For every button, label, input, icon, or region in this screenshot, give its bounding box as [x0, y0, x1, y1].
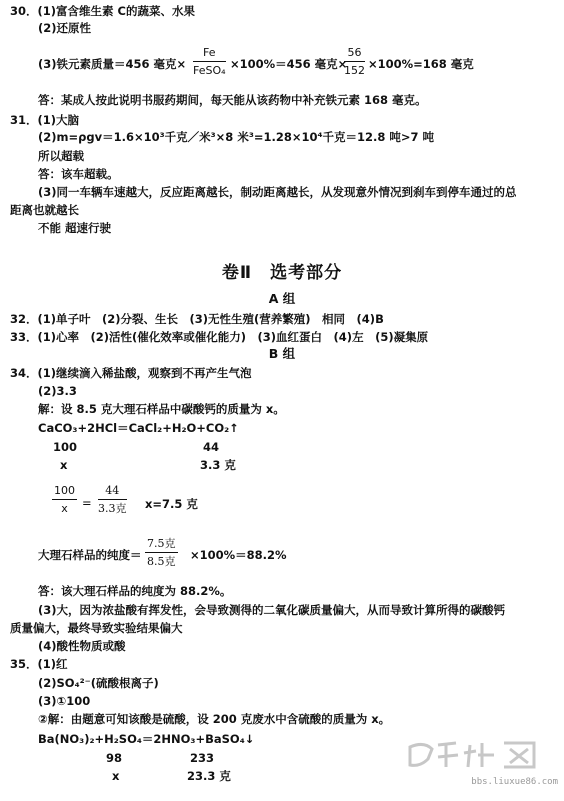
- q34-purity-fraction: [145, 537, 178, 569]
- watermark-url: bbs.liuxue86.com: [471, 777, 558, 787]
- group-a-label: A 组: [268, 291, 296, 306]
- q34-answer: 答：该大理石样品的纯度为 88.2%。: [38, 584, 232, 598]
- q35-ratio-right-top: 233: [190, 751, 215, 765]
- q31-part3-line1: (3)同一车辆车速越大，反应距离越长，制动距离越长，从发现意外情况到刹车到停车通过的总: [38, 185, 517, 199]
- q35-part1: 35．(1)红: [10, 657, 68, 671]
- q34-part1: 34．(1)继续滴入稀盐酸，观察到不再产生气泡: [10, 366, 252, 380]
- q31-part1: 31．(1)大脑: [10, 113, 80, 127]
- q30-fraction-ratio: [344, 46, 365, 78]
- q33-line: 33．(1)心率 (2)活性(催化效率或催化能力) (3)血红蛋白 (4)左 (5)凝集原: [10, 330, 429, 344]
- q31-answer: 答：该车超载。: [38, 167, 119, 181]
- q31-conclusion: 所以超载: [38, 149, 84, 163]
- q35-part3-1: (3)①100: [38, 694, 91, 708]
- q34-equation: CaCO₃+2HCl＝CaCl₂+H₂O+CO₂↑: [38, 421, 239, 435]
- fraction-numerator: Fe: [193, 46, 226, 62]
- q30-answer: 答：某成人按此说明书服药期间，每天能从该药物中补充铁元素 168 毫克。: [38, 93, 427, 107]
- q35-part2: (2)SO₄²⁻(硫酸根离子): [38, 676, 159, 690]
- group-b-label: B 组: [268, 346, 296, 361]
- q34-part3-line2: 质量偏大，最终导致实验结果偏大: [10, 621, 183, 635]
- watermark: [398, 735, 558, 797]
- q34-solution-intro: 解：设 8.5 克大理石样品中碳酸钙的质量为 x。: [38, 402, 285, 416]
- q35-part3-2-intro: ②解：由题意可知该酸是硫酸，设 200 克废水中含硫酸的质量为 x。: [38, 712, 391, 726]
- q31-part3-line2: 距离也就越长: [10, 203, 79, 217]
- q30-formula-result: ×100%=168 毫克: [368, 57, 474, 71]
- equals-sign: =: [82, 496, 92, 510]
- q32-line: 32．(1)单子叶 (2)分裂、生长 (3)无性生殖(营养繁殖) 相同 (4)B: [10, 312, 384, 326]
- q34-part4: (4)酸性物质或酸: [38, 639, 126, 653]
- q30-fraction-fe: [193, 46, 226, 78]
- fraction-denominator: 8.5克: [147, 555, 176, 568]
- q34-ratio-right-top: 44: [203, 440, 220, 454]
- q34-purity-prefix: 大理石样品的纯度＝: [38, 548, 142, 562]
- fraction-denominator: FeSO₄: [193, 64, 226, 77]
- q35-ratio-left-bottom: x: [112, 769, 120, 783]
- fraction-numerator: 100: [52, 484, 77, 500]
- section-title: 卷Ⅱ 选考部分: [221, 263, 343, 283]
- fraction-numerator: 56: [344, 46, 365, 62]
- fraction-numerator: 7.5克: [145, 537, 178, 553]
- q34-purity-result: ×100%＝88.2%: [190, 548, 287, 562]
- q34-proportion-left: [52, 484, 77, 516]
- q34-proportion-result: x=7.5 克: [145, 497, 198, 511]
- q30-formula-prefix: (3)铁元素质量＝456 毫克×: [38, 57, 187, 71]
- q35-ratio-left-top: 98: [106, 751, 123, 765]
- q34-ratio-left-top: 100: [53, 440, 78, 454]
- q30-part1: 30．(1)富含维生素 C的蔬菜、水果: [10, 4, 195, 18]
- q30-formula-middle: ×100%＝456 毫克×: [230, 57, 348, 71]
- fraction-denominator: 3.3克: [98, 502, 127, 515]
- q34-proportion-right: [98, 484, 127, 516]
- q30-part2: (2)还原性: [38, 21, 92, 35]
- q35-ratio-right-bottom: 23.3 克: [187, 769, 231, 783]
- fraction-numerator: 44: [98, 484, 127, 500]
- q34-ratio-right-bottom: 3.3 克: [200, 458, 236, 472]
- q34-part3-line1: (3)大，因为浓盐酸有挥发性，会导致测得的二氧化碳质量偏大，从而导致计算所得的碳酸钙: [38, 603, 506, 617]
- q31-part3-line3: 不能 超速行驶: [38, 221, 112, 235]
- q35-equation: Ba(NO₃)₂+H₂SO₄＝2HNO₃+BaSO₄↓: [38, 732, 255, 746]
- q31-part2-calc: (2)m=ρgv＝1.6×10³千克／米³×8 米³=1.28×10⁴千克＝12.8 吨>7 吨: [38, 130, 435, 144]
- q34-ratio-left-bottom: x: [60, 458, 68, 472]
- fraction-denominator: 152: [344, 64, 365, 77]
- q34-part2: (2)3.3: [38, 384, 77, 398]
- fraction-denominator: x: [61, 502, 68, 515]
